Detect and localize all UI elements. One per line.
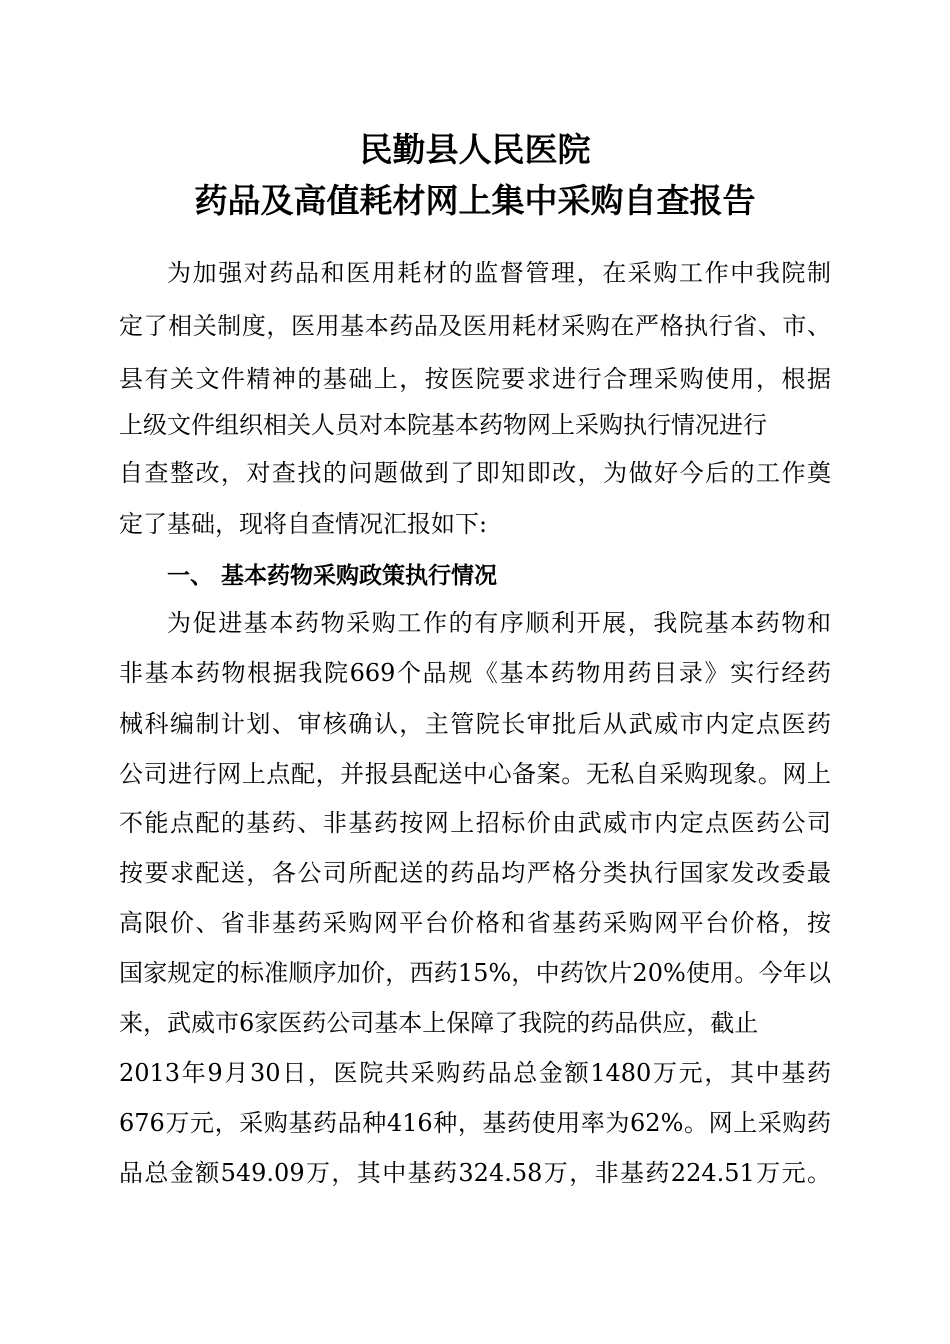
section-line: 械科编制计划、审核确认，主管院长审批后从武威市内定点医药 — [119, 710, 831, 738]
section-line: 为促进基本药物采购工作的有序顺利开展，我院基本药物和 — [167, 609, 831, 637]
section-line: 2013年9月30日，医院共采购药品总金额1480万元，其中基药 — [119, 1059, 831, 1087]
document-title-hospital: 民勤县人民医院 — [359, 130, 591, 169]
section-line: 公司进行网上点配，并报县配送中心备案。无私自采购现象。网上 — [119, 760, 831, 788]
section-line: 国家规定的标准顺序加价，西药15%，中药饮片20%使用。今年以 — [119, 959, 831, 987]
section-line: 按要求配送，各公司所配送的药品均严格分类执行国家发改委最 — [119, 859, 831, 887]
section-line: 非基本药物根据我院669个品规《基本药物用药目录》实行经药 — [119, 659, 831, 687]
intro-line: 县有关文件精神的基础上，按医院要求进行合理采购使用，根据 — [119, 365, 831, 393]
intro-line: 自查整改，对查找的问题做到了即知即改，为做好今后的工作奠 — [119, 459, 831, 487]
intro-line: 定了相关制度，医用基本药品及医用耗材采购在严格执行省、市、 — [119, 312, 831, 340]
section-line: 品总金额549.09万，其中基药324.58万，非基药224.51万元。 — [119, 1159, 831, 1187]
section-line: 不能点配的基药、非基药按网上招标价由武威市内定点医药公司 — [119, 809, 831, 837]
intro-line: 为加强对药品和医用耗材的监督管理，在采购工作中我院制 — [167, 259, 831, 287]
intro-line: 定了基础，现将自查情况汇报如下: — [119, 510, 488, 538]
section-line: 来，武威市6家医药公司基本上保障了我院的药品供应，截止 — [119, 1009, 759, 1037]
section-line: 676万元，采购基药品种416种，基药使用率为62%。网上采购药 — [119, 1109, 831, 1137]
intro-line: 上级文件组织相关人员对本院基本药物网上采购执行情况进行 — [119, 411, 767, 439]
section-heading: 一、 基本药物采购政策执行情况 — [167, 563, 498, 589]
document-title-report: 药品及高值耗材网上集中采购自查报告 — [194, 181, 756, 220]
section-line: 高限价、省非基药采购网平台价格和省基药采购网平台价格，按 — [119, 909, 831, 937]
